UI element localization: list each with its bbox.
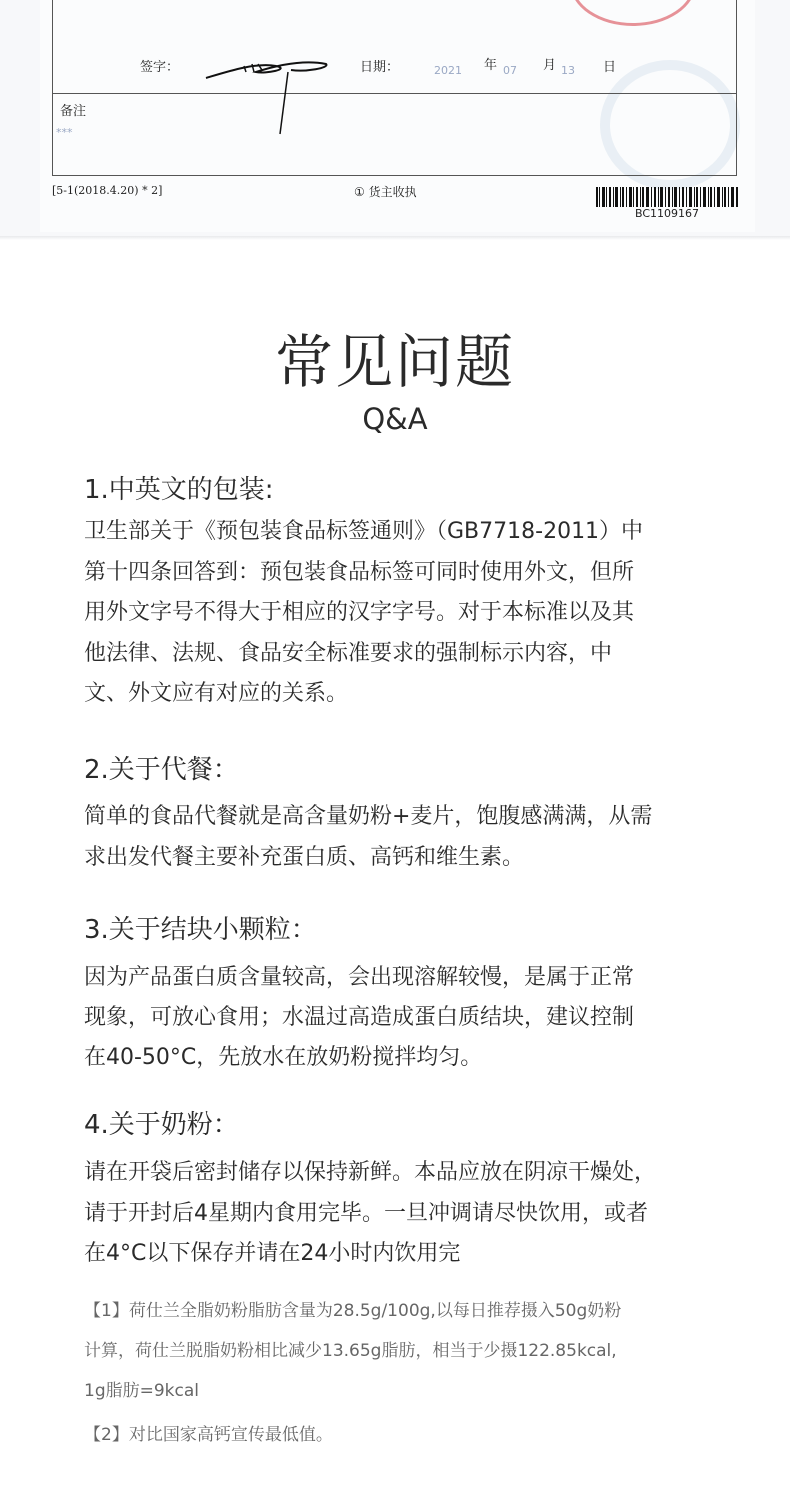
barcode <box>596 187 738 207</box>
faq-answer-line: 请在开袋后密封储存以保持新鲜。本品应放在阴凉干燥处， <box>84 1160 657 1185</box>
copy-label: ① 货主收执 <box>354 185 417 199</box>
faq-answer-line: 在4°C以下保存并请在24小时内饮用完 <box>84 1241 461 1266</box>
certificate-scan <box>0 0 790 238</box>
remark-label: 备注 <box>60 104 87 119</box>
footnote-line: 【1】荷仕兰全脂奶粉脂肪含量为28.5g/100g,以每日推荐摄入50g奶粉 <box>84 1301 622 1321</box>
faq-answer-line: 现象，可放心食用；水温过高造成蛋白质结块，建议控制 <box>84 1005 635 1030</box>
form-code: [5-1(2018.4.20) * 2] <box>52 184 163 197</box>
faq-answer-line: 用外文字号不得大于相应的汉字字号。对于本标准以及其 <box>84 600 635 625</box>
footnote-line: 计算，荷仕兰脱脂奶粉相比减少13.65g脂肪，相当于少摄122.85kcal, <box>84 1341 617 1361</box>
faq-heading-packaging: 1.中英文的包装: <box>84 475 274 505</box>
faq-answer-line: 文、外文应有对应的关系。 <box>84 681 349 706</box>
remark-value: *** <box>56 126 73 139</box>
date-year-label: 年 <box>484 58 498 73</box>
faq-answer-line: 卫生部关于《预包装食品标签通则》（GB7718-2011）中 <box>84 519 644 544</box>
faq-answer-line: 简单的食品代餐就是高含量奶粉+麦片，饱腹感满满，从需 <box>84 804 653 829</box>
faq-answer-line: 因为产品蛋白质含量较高，会出现溶解较慢，是属于正常 <box>84 965 635 990</box>
handwritten-signature <box>196 50 336 140</box>
faq-subtitle: Q&A <box>362 402 428 436</box>
faq-heading-milk-powder: 4.关于奶粉： <box>84 1110 239 1140</box>
date-label: 日期： <box>360 60 400 75</box>
footnote-line: 1g脂肪=9kcal <box>84 1381 199 1401</box>
barcode-number: BC1109167 <box>634 207 700 220</box>
faq-answer-line: 在40-50°C，先放水在放奶粉搅拌均匀。 <box>84 1045 483 1070</box>
date-day-value: 13 <box>561 64 575 77</box>
date-month-label: 月 <box>543 58 557 73</box>
footnote-line: 【2】对比国家高钙宣传最低值。 <box>84 1425 333 1445</box>
date-day-label: 日 <box>603 60 617 75</box>
certificate-form-box <box>52 0 737 176</box>
faq-answer-line: 他法律、法规、食品安全标准要求的强制标示内容，中 <box>84 641 613 666</box>
faq-heading-meal-replacement: 2.关于代餐： <box>84 755 239 785</box>
date-month-value: 07 <box>503 64 517 77</box>
sign-label: 签字： <box>140 60 180 75</box>
faq-heading-clumping: 3.关于结块小颗粒： <box>84 915 317 945</box>
section-divider <box>0 236 790 240</box>
faq-answer-line: 求出发代餐主要补充蛋白质、高钙和维生素。 <box>84 845 525 870</box>
faq-title: 常见问题 <box>274 328 515 396</box>
form-divider <box>52 93 737 94</box>
date-year-value: 2021 <box>434 64 462 77</box>
faq-answer-line: 第十四条回答到：预包装食品标签可同时使用外文，但所 <box>84 560 635 585</box>
faq-answer-line: 请于开封后4星期内食用完毕。一旦冲调请尽快饮用，或者 <box>84 1201 648 1226</box>
